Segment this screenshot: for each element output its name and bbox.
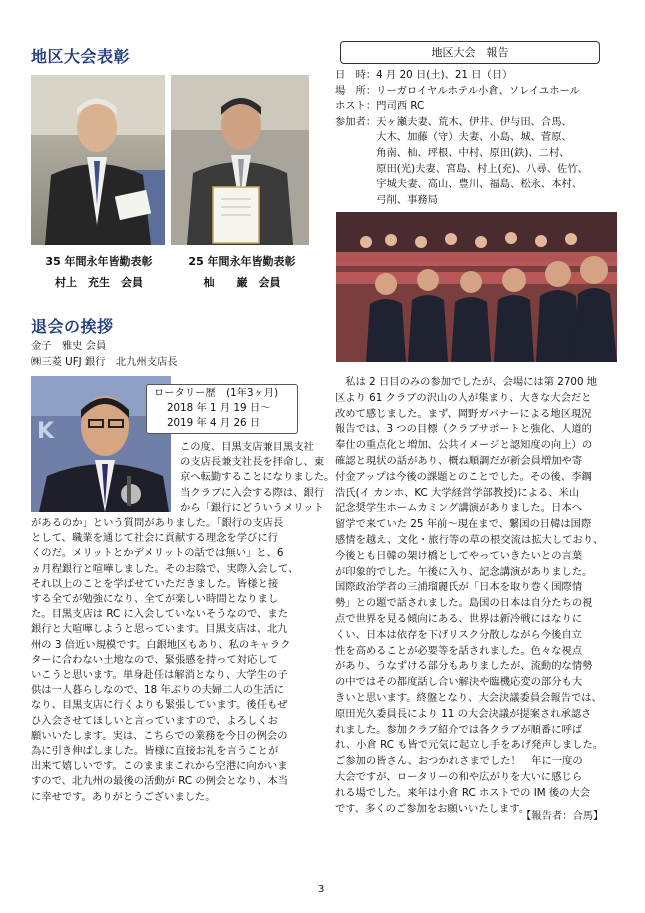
info-line: 日 時：4 月 20 日(土)、21 日（日） xyxy=(335,69,513,81)
report-line: 改めて感じました。まず、岡野ガバナーによる地区現況 xyxy=(335,407,592,420)
report-line: 感情を越え、文化・旅行等の草の根交流は拡大しており、 xyxy=(335,533,604,546)
info-line: 大木、加藤（守）夫妻、小島、城、菅原、 xyxy=(335,131,572,144)
body-line: た。目黒支店は RC に入会していないそうなので、また xyxy=(31,608,288,621)
info-line: 原田(光)夫妻、宮島、村上(充)、八尋、佐竹、 xyxy=(335,162,588,175)
award-photo-2 xyxy=(171,75,309,245)
report-line: れました。参加クラブ紹介では各クラブが順番に呼ば xyxy=(335,723,583,736)
report-line: 浩氏(イ カンホ、KC 大学経営学部教授)による、米山 xyxy=(335,486,580,499)
history-title: ロータリー歴 (1年3ヶ月) xyxy=(154,387,279,399)
report-line: 区より 61 クラブの沢山の人が集まり、大きな大会だと xyxy=(335,391,592,404)
report-line: 今後とも日韓の架け橋としてやっていきたいとの言葉 xyxy=(335,549,583,562)
body-line: する全てが勉強になり、全てが楽しい時間となりまし xyxy=(31,593,279,606)
body-line: の支店長兼支社長を拝命し、東 xyxy=(180,456,325,469)
report-line: があり、うなずける部分もありましたが、流動的な情勢 xyxy=(335,660,593,673)
event-photo xyxy=(336,212,617,362)
report-line: 報告では、3 つの目標（クラブサポートと強化、人道的 xyxy=(335,423,592,436)
report-title: 地区大会 報告 xyxy=(431,46,509,59)
report-line: れ、小倉 RC も皆で元気に起立し手をあげ発声しました。 xyxy=(335,739,604,752)
report-line: 点で世界を見る傾向にある、世界は新冷戦にはなりに xyxy=(335,612,583,625)
award1-name: 村上 充生 会員 xyxy=(55,276,143,289)
report-line: 付金アップは今後の課題とのことでした。その後、李鋼 xyxy=(335,470,592,483)
farewell-heading: 退会の挨拶 xyxy=(31,317,114,336)
speaker-name: 金子 雅史 会員 xyxy=(31,340,107,352)
report-line: 記念奨学生ホームカミング講演がありました。日本へ xyxy=(335,502,582,515)
body-line: 銀行と大喧嘩しようと思っています。目黒支店は、北九 xyxy=(31,623,288,636)
report-line: 原田光久委員長により 11 の大会決議が提案され承認さ xyxy=(335,707,592,720)
page-number: 3 xyxy=(318,884,325,895)
event-info xyxy=(335,68,620,208)
event-photo-image xyxy=(336,212,617,362)
body-line: くのだ。メリットとかデメリットの話では無い」と、6 xyxy=(31,547,284,560)
svg-text:K: K xyxy=(37,419,55,444)
body-line: ひ入会させてほしいと言っていますので、よろしくお xyxy=(31,714,278,727)
body-line: すので、北九州の最後の活動が RC の例会となり、本当 xyxy=(31,775,288,788)
report-line: 確認と現状の話があり、概ね順調だが新会員増加や寄 xyxy=(335,454,583,467)
report-line: 留学で来ていた 25 年前～現在まで、繋国の日韓は国際 xyxy=(335,518,592,531)
body-line: 願いいたします。実は、こちらでの業務を今日の例会の xyxy=(31,729,288,742)
speaker-org: ㈱三菱 UFJ 銀行 北九州支店長 xyxy=(31,356,178,368)
body-line: があるのか」という質問がありました。「銀行の支店長 xyxy=(31,517,284,529)
body-line: それ以上のことを学ばせていただきました。皆様と接 xyxy=(31,577,279,590)
info-line: 参加者：天ヶ瀬夫妻、荒木、伊井、伊与田、合馬、 xyxy=(335,115,572,128)
body-line: から「銀行にどういうメリット xyxy=(180,501,324,514)
report-line: 勢」との題で話されました。島国の日本は自分たちの視 xyxy=(335,597,593,610)
report-line: 私は 2 日目のみの参加でしたが、会場には第 2700 地 xyxy=(335,376,598,388)
body-line: に幸せです。ありがとうございました。 xyxy=(31,790,216,803)
body-line: ターに合わない土地なので、緊張感を持って対応して xyxy=(31,653,278,666)
body-line: 供は一人暮らしなので、18 年ぶりの夫婦二人の生活に xyxy=(31,684,284,697)
award2-name: 杣 巌 会員 xyxy=(203,276,281,289)
info-line: ホスト：門司西 RC xyxy=(335,100,425,113)
body-line: この度、目黒支店兼目黒支社 xyxy=(180,441,314,453)
farewell-body xyxy=(31,516,316,805)
farewell-body-beside-photo xyxy=(180,440,335,516)
award-heading: 地区大会表彰 xyxy=(31,47,131,66)
report-line: きいと思います。終盤となり、大会決議委員会報告では、 xyxy=(335,691,602,704)
body-line: 為に引き伸ばしました。皆様に直接お礼を言うことが xyxy=(31,745,279,758)
report-line: です、多くのご参加をお願いいたします。 xyxy=(335,802,529,815)
history-start: 2018 年 1 月 19 日～ xyxy=(167,402,271,414)
report-line: れる場でした。来年は小倉 RC ホストでの IM 後の大会 xyxy=(335,786,591,799)
info-line: 場 所：リーガロイヤルホテル小倉、ソレイユホール xyxy=(335,84,580,97)
body-line: ヵ月程銀行と喧嘩しました。そのお陰で、実際入会して、 xyxy=(31,562,299,575)
award1-title: 35 年間永年皆勤表彰 xyxy=(45,255,153,268)
body-line: として、職業を通じて社会に貢献する理念を学びに行 xyxy=(31,532,278,545)
info-line: 宇城夫妻、高山、豊川、福島、松永、本村、 xyxy=(335,178,583,191)
history-end: 2019 年 4 月 26 日 xyxy=(167,417,261,429)
body-line: なり、目黒支店に行くよりも緊張しています。後任もぜ xyxy=(31,699,288,712)
body-line: 州の 3 倍近い規模です。白銀地区もあり、私のキャラク xyxy=(31,638,291,651)
report-body xyxy=(335,375,625,817)
body-line: 京へ転勤することになりました。 xyxy=(180,471,335,484)
body-line: 当クラブに入会する際は、銀行 xyxy=(180,486,325,499)
report-line: の中ではその都度話し合い解決や臨機応変の部分も大 xyxy=(335,676,583,689)
report-title-box xyxy=(340,41,600,64)
rotary-history-box xyxy=(146,384,298,434)
report-line: 国際政治学者の三浦瑠麗氏が「日本を取り巻く国際情 xyxy=(335,581,583,594)
report-line: 性を高めることが必要等を話されました。色々な視点 xyxy=(335,644,583,657)
report-signature: 【報告者：合馬】 xyxy=(521,810,604,822)
award-photo-1 xyxy=(31,75,165,245)
award-photo-2-image xyxy=(171,75,309,245)
info-line: 角南、杣、坪根、中村、原田(鉄)、二村、 xyxy=(335,146,570,159)
body-line: 出来て嬉しいです。このまままこれから空港に向かいま xyxy=(31,760,288,773)
award2-title: 25 年間永年皆勤表彰 xyxy=(188,255,296,268)
body-line: いこうと思います。単身赴任は解消となり、大学生の子 xyxy=(31,669,288,682)
report-line: が印象的でした。午後に入り、記念講演がありました。 xyxy=(335,565,593,578)
report-line: 奉仕の重点化と増加、公共イメージと認知度の向上）の xyxy=(335,439,593,452)
report-line: ご参加の皆さん、おつかれさまでした！ 年に一度の xyxy=(335,755,583,768)
report-line: くい、日本は依存を下げリスク分散しながら今後自立 xyxy=(335,628,582,641)
report-line: 大会ですが、ロータリーの和や広がりを大いに感じら xyxy=(335,770,583,783)
award-photo-1-image xyxy=(31,75,165,245)
info-line: 弓削、事務局 xyxy=(335,193,438,206)
